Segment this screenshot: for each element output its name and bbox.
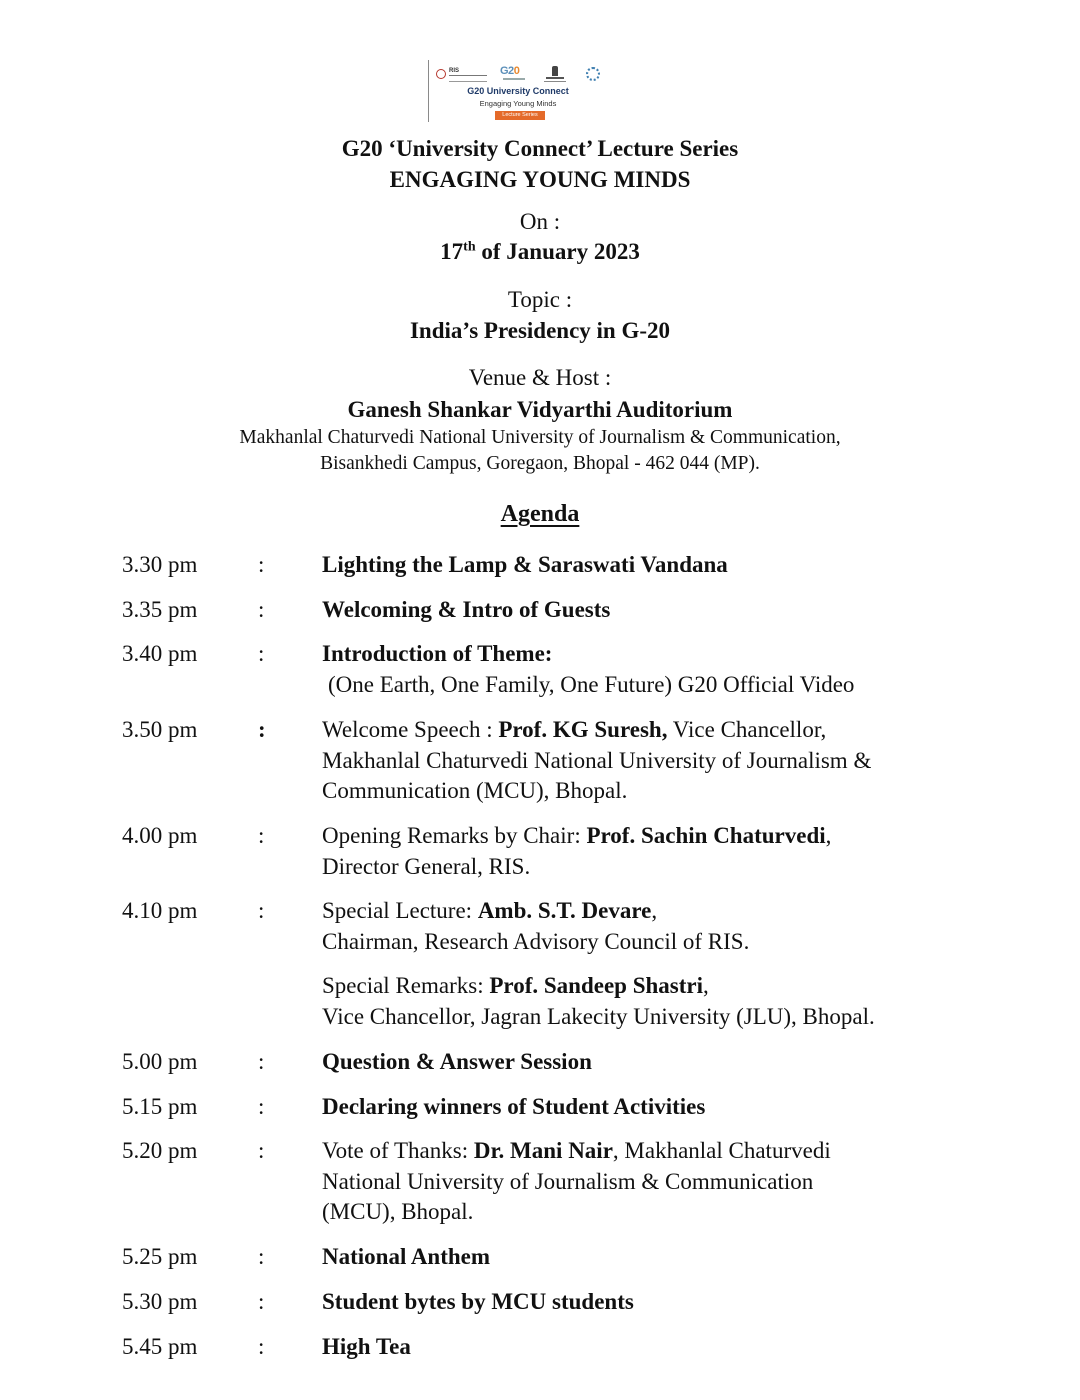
g20-logo-icon [500,64,534,82]
agenda-time: 5.00 pm [122,1049,198,1074]
speaker-name: Prof. Sachin Chaturvedi [586,823,826,848]
g20-university-connect-logo [428,58,608,124]
agenda-time: 4.00 pm [122,823,198,848]
logo-badge: Lecture Series [495,111,545,120]
agenda-description [322,1242,962,1273]
agenda-time: 3.35 pm [122,597,198,622]
agenda-prefix: Vote of Thanks: [322,1138,474,1163]
agenda-line [322,896,962,927]
agenda-suffix: , [651,898,658,923]
agenda-line: (One Earth, One Family, One Future) G20 Official Video [328,671,855,697]
agenda-time: 5.30 pm [122,1289,198,1314]
logo-icon-row [436,64,606,84]
agenda-description [322,550,962,581]
date-suffix: th [463,239,476,255]
agenda-colon: : [258,1244,265,1269]
agenda-line: Chairman, Research Advisory Council of RIS. [322,928,750,954]
venue-label: Venue & Host : [468,365,612,390]
agenda-time: 5.20 pm [122,1138,198,1163]
agenda-prefix: Special Lecture: [322,898,478,923]
agenda-description [322,821,962,882]
agenda-description [322,715,962,807]
agenda-line: National University of Journalism & Communication [322,1168,814,1194]
event-date [0,239,1080,265]
agenda-line: Director General, RIS. [322,853,531,879]
agenda-time: 3.30 pm [122,552,198,577]
speaker-name: Dr. Mani Nair [473,1138,613,1163]
date-day: 17 [440,239,464,264]
agenda-line: Makhanlal Chaturvedi National University of Journalism & [322,747,872,773]
agenda-colon: : [258,597,265,622]
agenda-colon: : [258,1094,265,1119]
agenda-colon: : [258,641,265,666]
topic-title: India’s Presidency in G-20 [409,318,671,343]
speaker-name: Amb. S.T. Devare [477,898,652,923]
agenda-line: Question & Answer Session [322,1049,592,1074]
agenda-line: (MCU), Bhopal. [322,1199,474,1224]
g20-logo-text: G20 [500,65,520,77]
venue-address-line2: Bisankhedi Campus, Goregaon, Bhopal - 462 044 (MP). [320,453,760,474]
agenda-description [322,639,962,700]
national-emblem-icon [542,66,568,84]
agenda-prefix: Special Remarks: [322,973,490,998]
agenda-colon: : [258,1049,265,1074]
agenda-description [322,1287,962,1318]
agenda-time: 5.45 pm [122,1334,198,1359]
agenda-line [322,821,962,852]
agenda-suffix: Vice Chancellor, [667,717,827,742]
agenda-colon: : [258,1334,265,1359]
logo-title: G20 University Connect [467,86,569,96]
speaker-name: Prof. Sandeep Shastri [489,973,703,998]
agenda-line [322,715,962,746]
agenda-line: Declaring winners of Student Activities [322,1094,706,1119]
agenda-line: Vice Chancellor, Jagran Lakecity University (JLU), Bhopal. [322,1003,875,1029]
ris-logo-text: RIS [449,68,460,74]
agenda-time: 3.40 pm [122,641,198,666]
agenda-description [322,595,962,626]
agenda-prefix: Opening Remarks by Chair: [322,823,587,848]
ris-logo-icon [436,68,488,82]
agenda-line: High Tea [322,1334,411,1359]
chakra-logo-icon [586,67,600,81]
speaker-name: Prof. KG Suresh, [498,717,668,742]
agenda-time: 3.50 pm [122,717,198,742]
date-rest: of January 2023 [475,239,640,264]
on-label: On : [519,209,561,234]
agenda-colon: : [258,898,265,923]
agenda-description [322,896,962,957]
agenda-heading: Agenda [500,501,580,527]
agenda-line: Lighting the Lamp & Saraswati Vandana [322,552,728,577]
agenda-time: 5.25 pm [122,1244,198,1269]
agenda-line: Welcoming & Intro of Guests [322,597,611,622]
event-subtitle: ENGAGING YOUNG MINDS [389,167,691,192]
agenda-description [322,971,962,1032]
agenda-line [322,1136,962,1167]
agenda-prefix: Welcome Speech : [322,717,499,742]
agenda-suffix: , [825,823,832,848]
agenda-suffix: , Makhanlal Chaturvedi [612,1138,831,1163]
agenda-description [322,1332,962,1363]
agenda-line [322,971,962,1002]
agenda-suffix: , [703,973,709,998]
agenda-line: Communication (MCU), Bhopal. [322,778,628,803]
agenda-time: 5.15 pm [122,1094,198,1119]
agenda-description [322,1092,962,1123]
logo-subtitle: Engaging Young Minds [479,99,557,108]
agenda-line: Student bytes by MCU students [322,1289,634,1314]
agenda-description [322,1047,962,1078]
agenda-time: 4.10 pm [122,898,198,923]
agenda-description [322,1136,962,1228]
agenda-line: National Anthem [322,1244,491,1269]
agenda-colon: : [258,1138,265,1163]
topic-label: Topic : [507,287,573,312]
agenda-colon: : [258,717,266,742]
agenda-colon: : [258,823,265,848]
venue-name: Ganesh Shankar Vidyarthi Auditorium [347,397,733,422]
venue-address-line1: Makhanlal Chaturvedi National University of Journalism & Communication, [239,427,841,448]
agenda-line: Introduction of Theme: [322,641,553,666]
agenda-colon: : [258,1289,265,1314]
agenda-colon: : [258,552,265,577]
event-title: G20 ‘University Connect’ Lecture Series [341,136,739,161]
